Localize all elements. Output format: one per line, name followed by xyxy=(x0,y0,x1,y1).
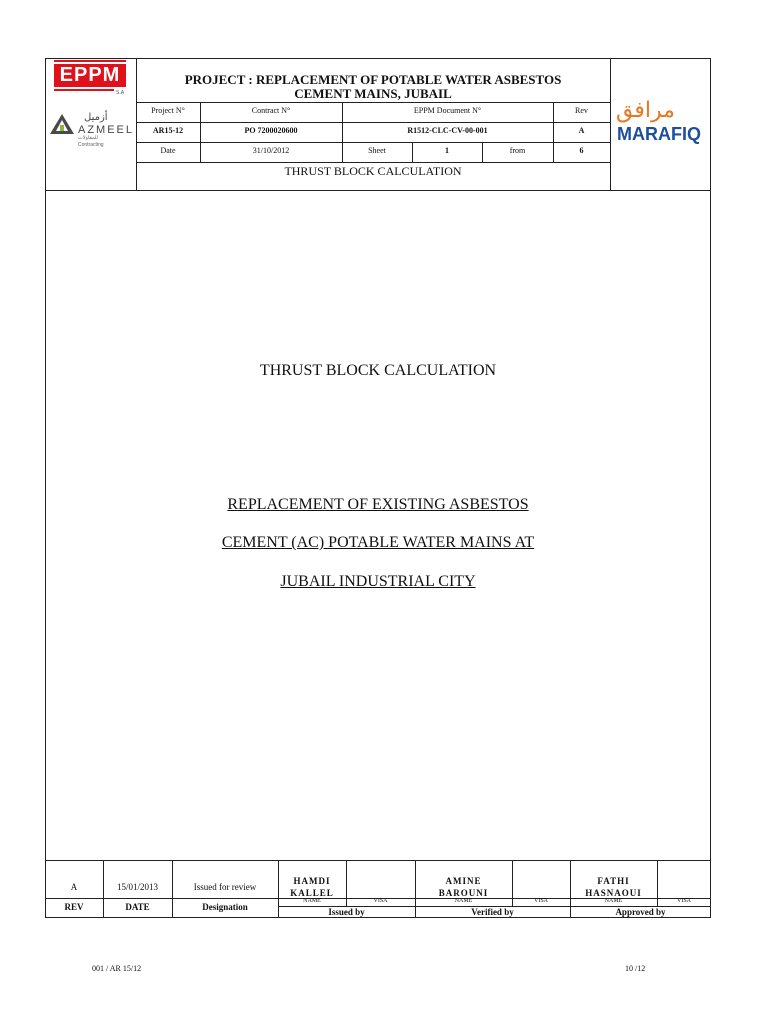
issued-name-label: NAME xyxy=(303,898,321,904)
date-header: DATE xyxy=(125,902,150,912)
header-bottom-line xyxy=(45,190,711,191)
header-right-divider xyxy=(610,58,611,190)
label-project-no: Project N° xyxy=(151,106,185,115)
body-title: THRUST BLOCK CALCULATION xyxy=(259,362,497,379)
label-from: from xyxy=(509,146,526,155)
rev-value: A xyxy=(70,882,78,892)
value-date: 31/10/2012 xyxy=(252,146,290,155)
header-row-line-3 xyxy=(136,142,610,143)
issued-name-line-1: HAMDI xyxy=(293,876,331,886)
eppm-logo-underline xyxy=(54,89,114,91)
body-subtitle-line-3: JUBAIL INDUSTRIAL CITY xyxy=(280,573,476,590)
header-row-line-4 xyxy=(136,162,610,163)
footer-page-number: 10 /12 xyxy=(625,964,646,973)
document-title: THRUST BLOCK CALCULATION xyxy=(284,164,462,178)
label-date: Date xyxy=(160,146,176,155)
marafiq-arabic-name: مرافق xyxy=(616,98,675,123)
value-sheet: 1 xyxy=(445,146,449,155)
verified-name-label: NAME xyxy=(454,898,473,904)
issued-name-line-2: KALLEL xyxy=(290,888,334,898)
verified-by-header: Verified by xyxy=(471,907,514,917)
header-row-line-2 xyxy=(136,122,610,123)
eppm-logo-bar xyxy=(54,60,126,62)
verified-visa-label: VISA xyxy=(533,898,548,904)
azmeel-subtitle: Contracting xyxy=(78,142,104,148)
rev-date-value: 15/01/2013 xyxy=(116,882,158,892)
azmeel-arabic-name: أزميل xyxy=(84,112,108,123)
azmeel-logo-icon xyxy=(49,113,75,135)
issued-visa-label: VISA xyxy=(373,898,388,904)
label-eppm-doc-no: EPPM Document N° xyxy=(413,106,482,115)
footer-left: 001 / AR 15/12 xyxy=(92,964,142,973)
marafiq-name: MARAFIQ xyxy=(617,124,701,144)
value-from: 6 xyxy=(579,146,584,155)
designation-header: Designation xyxy=(202,902,248,912)
value-rev: A xyxy=(578,126,585,135)
page-frame xyxy=(45,58,711,918)
label-contract-no: Contract N° xyxy=(251,106,291,115)
azmeel-subtitle-arabic: للمقاولات xyxy=(78,135,99,141)
value-eppm-doc-no: R1512-CLC-CV-00-001 xyxy=(407,126,488,135)
project-title-line-2: CEMENT MAINS, JUBAIL xyxy=(294,86,452,101)
azmeel-name: AZMEEL xyxy=(78,124,135,136)
rev-table-top-line xyxy=(45,860,711,861)
project-title-line-1: PROJECT : REPLACEMENT OF POTABLE WATER ASBESTOS xyxy=(184,72,562,87)
approved-name-label: NAME xyxy=(604,898,623,904)
eppm-logo-sub: S.A xyxy=(116,90,125,96)
rev-header: REV xyxy=(64,902,84,912)
approved-by-header: Approved by xyxy=(615,907,666,917)
approved-name-line-2: HASNAOUI xyxy=(585,888,642,898)
value-project-no: AR15-12 xyxy=(152,126,184,135)
issued-by-header: Issued by xyxy=(328,907,365,917)
body-subtitle-line-2: CEMENT (AC) POTABLE WATER MAINS AT xyxy=(221,534,535,551)
value-contract-no: PO 7200020600 xyxy=(244,126,298,135)
body-subtitle-line-1: REPLACEMENT OF EXISTING ASBESTOS xyxy=(227,496,529,513)
approved-name-line-1: FATHI xyxy=(597,876,630,886)
label-rev: Rev xyxy=(575,106,588,115)
label-sheet: Sheet xyxy=(368,146,386,155)
header-row-line-1 xyxy=(136,102,610,103)
approved-visa-label: VISA xyxy=(676,898,691,904)
verified-name-line-2: BAROUNI xyxy=(438,888,489,898)
eppm-logo: EPPM xyxy=(54,64,126,87)
verified-name-line-1: AMINE xyxy=(445,876,482,886)
rev-designation-value: Issued for review xyxy=(193,882,257,892)
